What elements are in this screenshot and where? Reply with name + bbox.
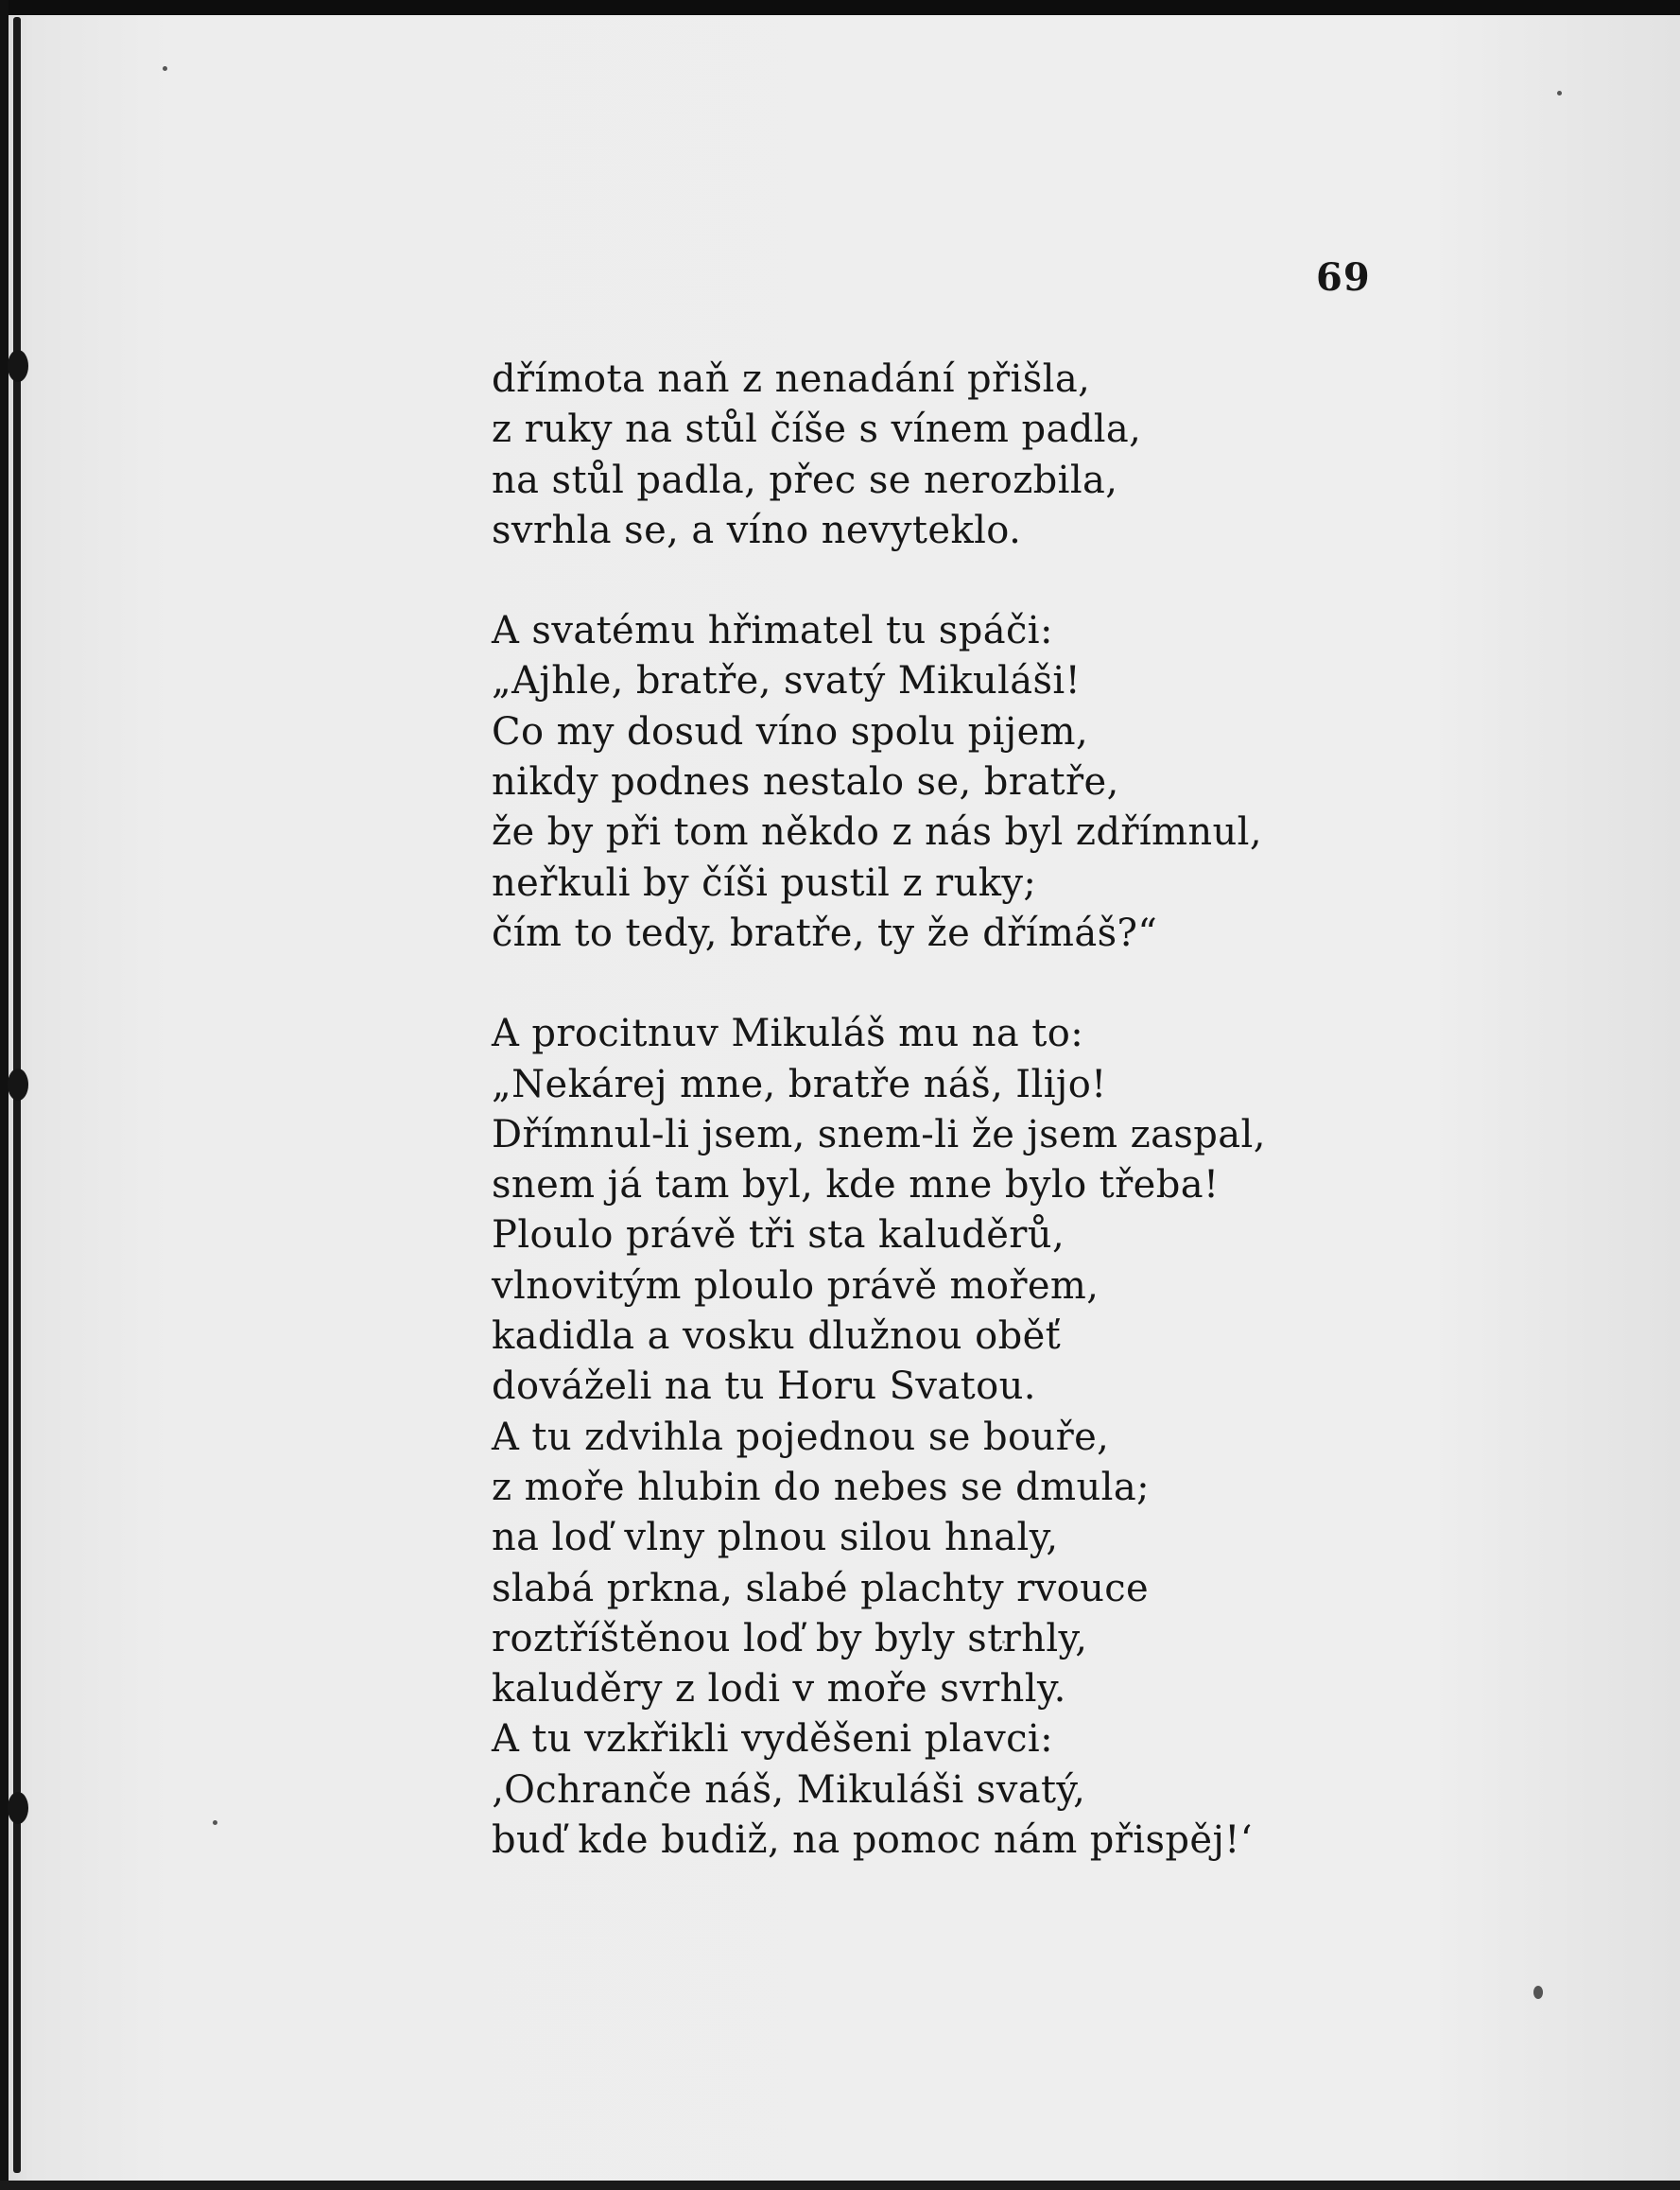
stanza [492,1009,1437,1866]
verse-line: A tu vzkřikli vyděšeni plavci: [492,1717,1053,1762]
verse-line: „Ajhle, bratře, svatý Mikuláši! [492,659,1082,704]
verse-line: dováželi na tu Horu Svatou. [492,1364,1036,1409]
stanza [492,606,1437,959]
paper-speck [1557,91,1562,96]
verse-line: „Nekárej mne, bratře náš, Ilijo! [492,1062,1107,1106]
verse-line: z moře hlubin do nebes se dmula; [492,1465,1150,1509]
verse-line: ‚Ochranče náš, Mikuláši svatý, [492,1767,1086,1812]
verse-line: z ruky na stůl číše s vínem padla, [492,408,1142,452]
verse-line: Dřímnul-li jsem, snem-li že jsem zaspal, [492,1112,1266,1156]
verse-line: že by při tom někdo z nás byl zdřímnul, [492,810,1262,855]
verse-line: svrhla se, a víno nevyteklo. [492,508,1022,552]
verse-line: roztříštěnou loď by byly strhly, [492,1616,1088,1660]
verse-line: A procitnuv Mikuláš mu na to: [492,1012,1084,1056]
verse-line: kaluděry z lodi v moře svrhly. [492,1667,1066,1712]
scan-bottom-edge [0,2181,1680,2190]
verse-line: kadidla a vosku dlužnou oběť [492,1314,1062,1359]
verse-line: čím to tedy, bratře, ty že dřímáš?“ [492,911,1158,955]
page-number: 69 [1316,255,1371,300]
verse-line: snem já tam byl, kde mne bylo třeba! [492,1163,1220,1208]
verse-line: Co my dosud víno spolu pijem, [492,709,1089,754]
stanza [492,355,1437,556]
verse-line: vlnovitým ploulo právě mořem, [492,1263,1100,1308]
paper-speck [213,1820,217,1825]
verse-line: A svatému hřimatel tu spáči: [492,609,1053,653]
binding-knot [8,350,28,382]
paper-speck [163,66,167,71]
poem-text [492,355,1437,1916]
scan-left-edge [0,0,9,2190]
verse-line: dřímota naň z nenadání přišla, [492,357,1091,401]
binding-knot [8,1069,28,1101]
verse-line: na stůl padla, přec se nerozbila, [492,458,1118,502]
scan-top-edge [0,0,1680,15]
verse-line: Ploulo právě tři sta kaluděrů, [492,1213,1065,1258]
verse-line: A tu zdvihla pojednou se bouře, [492,1415,1110,1459]
verse-line: neřkuli by číši pustil z ruky; [492,860,1037,905]
verse-line: slabá prkna, slabé plachty rvouce [492,1566,1150,1610]
verse-line: nikdy podnes nestalo se, bratře, [492,760,1119,805]
paper-speck [1533,1986,1543,1999]
verse-line: na loď vlny plnou silou hnaly, [492,1516,1059,1560]
binding-knot [8,1792,28,1824]
verse-line: buď kde budiž, na pomoc nám přispěj!‘ [492,1818,1253,1863]
